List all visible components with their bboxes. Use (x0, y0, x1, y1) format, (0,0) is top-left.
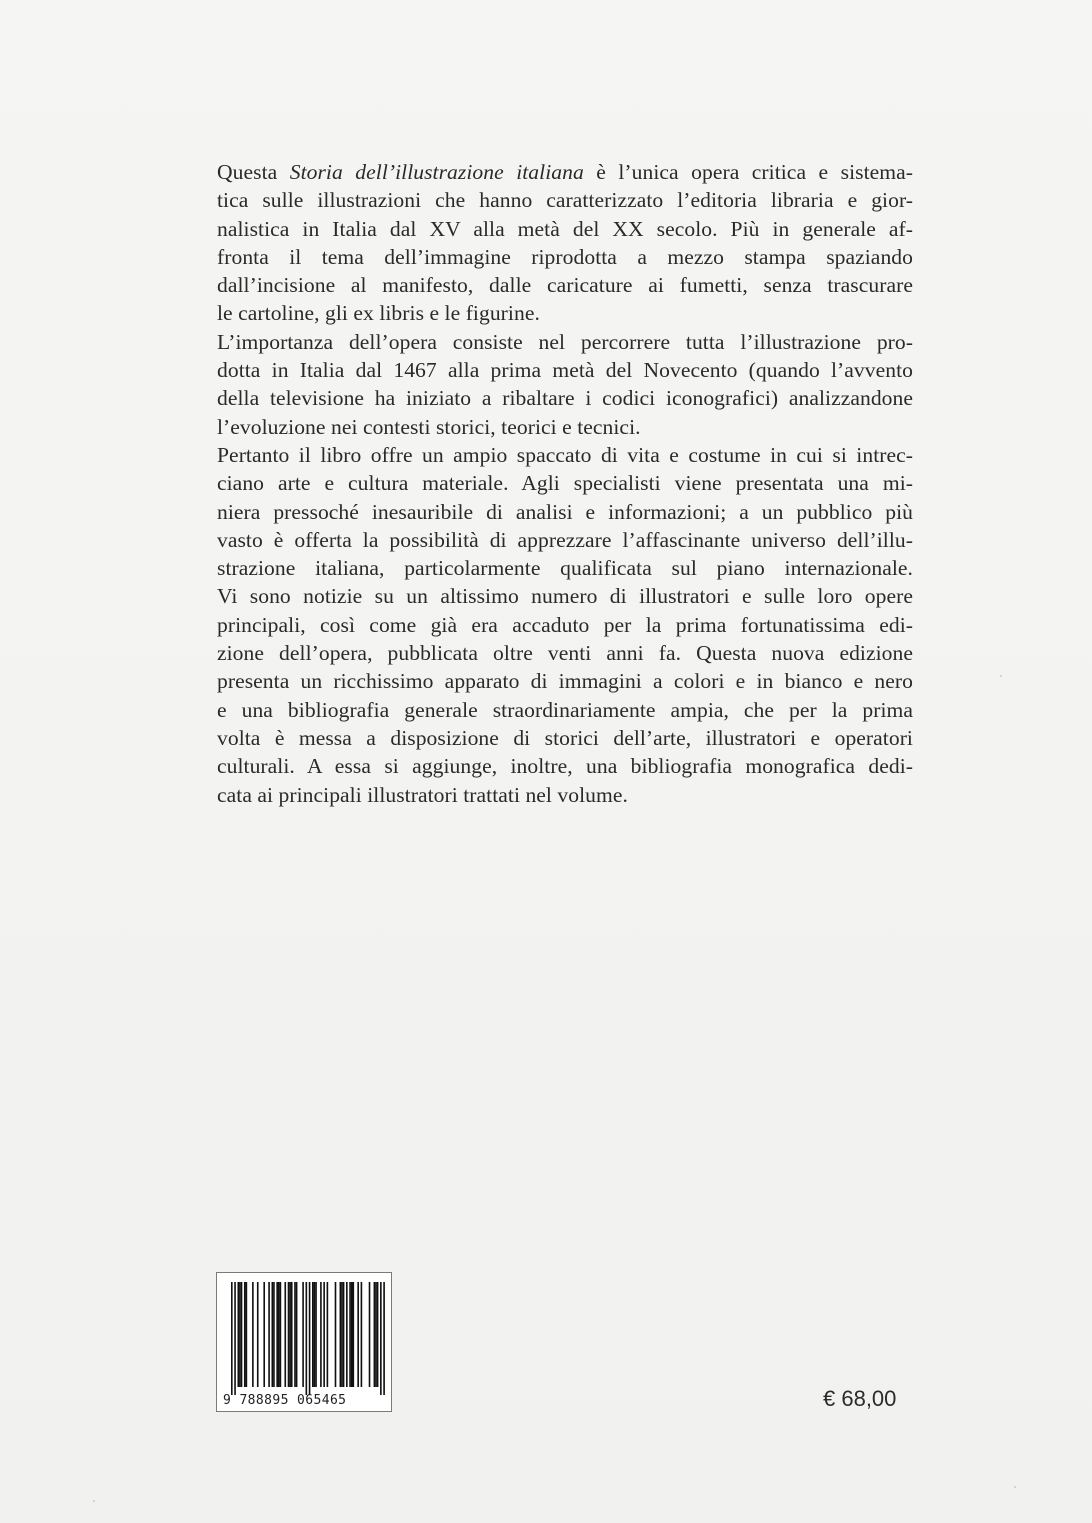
blurb-text (217, 158, 913, 809)
barcode-digits: 9 788895 065465 (223, 1393, 347, 1408)
blurb-line (217, 271, 913, 299)
barcode-bar (263, 1282, 265, 1387)
barcode-bar (244, 1282, 246, 1387)
barcode-bar (284, 1282, 286, 1387)
blurb-line-text: zione dell’opera, pubblicata oltre venti anni fa. Questa nuova edizione (217, 641, 913, 666)
barcode-bar (237, 1282, 239, 1387)
blurb-line-text: strazione italiana, particolarmente qualificata sul piano internazionale. (217, 556, 913, 581)
barcode-bar (231, 1282, 233, 1395)
book-title-italic: Storia dell’illustrazione italiana (289, 160, 584, 184)
barcode-bar (369, 1282, 371, 1387)
barcode-bar (351, 1282, 353, 1387)
barcode-bar (239, 1282, 241, 1387)
barcode-bar (341, 1282, 343, 1387)
barcode-bar (315, 1282, 317, 1387)
price-label: € 68,00 (823, 1386, 897, 1411)
barcode-bar (302, 1282, 304, 1387)
blurb-line-text: della televisione ha iniziato a ribaltare i codici iconografici) analizzandone (217, 386, 913, 411)
blurb-line (217, 696, 913, 724)
blurb-line-text: tica sulle illustrazioni che hanno caratterizzato l’editoria libraria e gior- (217, 188, 913, 213)
barcode-bars (217, 1273, 393, 1413)
barcode-bar (234, 1282, 236, 1395)
blurb-line (217, 639, 913, 667)
barcode-bar (268, 1282, 270, 1387)
blurb-line (217, 526, 913, 554)
blurb-line (217, 582, 913, 610)
barcode-bar (241, 1282, 243, 1387)
blurb-line-text: culturali. A essa si aggiunge, inoltre, una bibliografia monografica dedi- (217, 754, 913, 779)
barcode-bar (327, 1282, 329, 1387)
barcode-bar (288, 1282, 290, 1387)
barcode-bar (353, 1282, 355, 1387)
barcode-bar (383, 1282, 385, 1395)
blurb-line (217, 469, 913, 497)
blurb-line-text: vasto è offerta la possibilità di apprezzare l’affascinante universo dell’illu- (217, 527, 913, 552)
blurb-line (217, 328, 913, 356)
blurb-line-text: presenta un ricchissimo apparato di immagini a colori e in bianco e nero (217, 669, 913, 694)
paper-speck (1014, 1486, 1016, 1488)
blurb-line-text: è l’unica opera critica e sistema- (583, 160, 913, 184)
barcode-bar (377, 1282, 379, 1387)
barcode-bar (375, 1282, 377, 1387)
blurb-line-text: ciano arte e cultura materiale. Agli specialisti viene presentata una mi- (217, 471, 913, 496)
blurb-line (217, 299, 913, 327)
blurb-line (217, 611, 913, 639)
blurb-line (217, 752, 913, 780)
barcode-bar (291, 1282, 293, 1387)
blurb-line (217, 413, 913, 441)
blurb-line-text: principali, così come già era accaduto per la prima fortunatissima edi- (217, 612, 913, 637)
barcode-bar (306, 1282, 308, 1395)
barcode-bar (323, 1282, 325, 1387)
blurb-line (217, 243, 913, 271)
barcode-bar (320, 1282, 322, 1387)
blurb-line-text: volta è messa a disposizione di storici dell’arte, illustratori e operatori (217, 725, 913, 750)
barcode-bar (314, 1282, 316, 1387)
barcode-bar (349, 1282, 351, 1387)
barcode-bar (346, 1282, 348, 1387)
isbn-barcode (216, 1272, 392, 1412)
barcode-bar (340, 1282, 342, 1387)
blurb-line (217, 384, 913, 412)
blurb-line-text: e una bibliografia generale straordinariamente ampia, che per la prima (217, 697, 913, 722)
blurb-line-text: Pertanto il libro offre un ampio spaccato di vita e costume in cui si intrec- (217, 442, 913, 467)
barcode-bar (357, 1282, 359, 1387)
blurb-line-text: l’evoluzione nei contesti storici, teorici e tecnici. (217, 414, 641, 439)
barcode-bar (289, 1282, 291, 1387)
barcode-bar (246, 1282, 248, 1387)
blurb-line (217, 554, 913, 582)
blurb-line (217, 186, 913, 214)
barcode-bar (278, 1282, 280, 1387)
barcode-bar (294, 1282, 296, 1387)
barcode-bar (280, 1282, 282, 1387)
barcode-bar (380, 1282, 382, 1395)
blurb-line (217, 724, 913, 752)
blurb-line-text: niera pressoché inesauribile di analisi e informazioni; a un pubblico più (217, 499, 913, 524)
barcode-bar (312, 1282, 314, 1387)
blurb-line-text: dall’incisione al manifesto, dalle caricature ai fumetti, senza trascurare (217, 273, 913, 298)
barcode-bar (361, 1282, 363, 1387)
blurb-line-text: nalistica in Italia dal XV alla metà del XX secolo. Più in generale af- (217, 216, 913, 241)
blurb-line (217, 215, 913, 243)
barcode-bar (296, 1282, 298, 1387)
barcode-bar (309, 1282, 311, 1395)
blurb-line-text: L’importanza dell’opera consiste nel percorrere tutta l’illustrazione pro- (217, 329, 913, 354)
blurb-line (217, 498, 913, 526)
blurb-line (217, 158, 913, 186)
blurb-line (217, 356, 913, 384)
paper-speck (1000, 675, 1002, 677)
paper-speck (93, 1500, 95, 1502)
blurb-line-text: dotta in Italia dal 1467 alla prima metà del Novecento (quando l’avvento (217, 358, 913, 383)
barcode-bar (272, 1282, 274, 1387)
barcode-bar (276, 1282, 278, 1387)
barcode-bar (335, 1282, 337, 1387)
blurb-line (217, 441, 913, 469)
blurb-line (217, 667, 913, 695)
blurb-line-text: cata ai principali illustratori trattati nel volume. (217, 782, 628, 807)
barcode-bar (252, 1282, 254, 1387)
barcode-bar (273, 1282, 275, 1387)
blurb-line-text: Questa (217, 160, 290, 184)
barcode-bar (374, 1282, 376, 1387)
blurb-line-text: Vi sono notizie su un altissimo numero di illustratori e sulle loro opere (217, 584, 913, 609)
blurb-line (217, 781, 913, 809)
blurb-line-text: le cartoline, gli ex libris e le figurine. (217, 301, 540, 326)
barcode-bar (257, 1282, 259, 1387)
blurb-line-text: fronta il tema dell’immagine riprodotta a mezzo stampa spaziando (217, 244, 913, 269)
barcode-bar (343, 1282, 345, 1387)
